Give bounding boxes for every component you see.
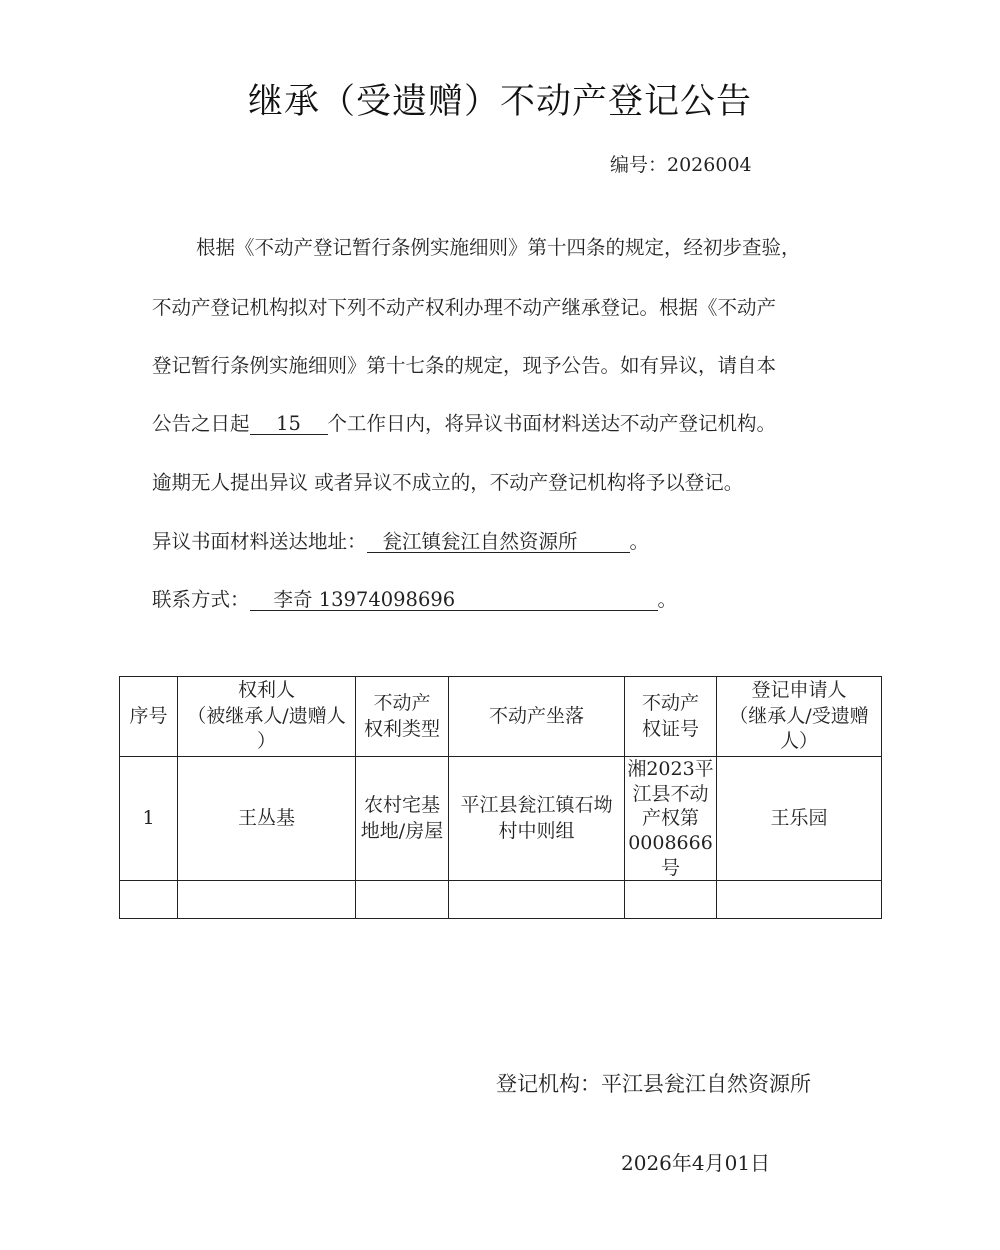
table-cell: 1 <box>120 757 178 881</box>
table-row <box>120 757 882 881</box>
header-cell: 权利人 （被继承人/遗赠人 ） <box>178 677 356 757</box>
table-cell <box>717 881 882 919</box>
contact-end: 。 <box>657 588 678 611</box>
header-cell: 序号 <box>120 677 178 757</box>
body-line-1: 根据《不动产登记暂行条例实施细则》第十四条的规定，经初步查验， <box>196 236 801 259</box>
table-cell: 平江县瓮江镇石坳 村中则组 <box>449 757 625 881</box>
registration-table <box>119 676 882 919</box>
page-title: 继承（受遗赠）不动产登记公告 <box>247 82 752 122</box>
table-cell <box>120 881 178 919</box>
body-line-4-prefix: 公告之日起 <box>152 412 250 435</box>
body-line-4-suffix: 个工作日内，将异议书面材料送达不动产登记机构。 <box>327 412 777 435</box>
contact-line <box>152 584 677 612</box>
registration-authority: 登记机构：平江县瓮江自然资源所 <box>496 1072 811 1096</box>
body-line-2: 不动产登记机构拟对下列不动产权利办理不动产继承登记。根据《不动产 <box>152 296 777 319</box>
contact-label: 联系方式： <box>152 588 250 611</box>
header-cell: 登记申请人 （继承人/受遗赠 人） <box>717 677 882 757</box>
header-cell: 不动产坐落 <box>449 677 625 757</box>
table-cell: 王乐园 <box>717 757 882 881</box>
address-line <box>152 526 649 554</box>
document-number: 编号：2026004 <box>610 154 752 176</box>
body-line-4 <box>152 408 776 436</box>
address-end: 。 <box>629 530 650 553</box>
table-cell <box>356 881 449 919</box>
body-line-3: 登记暂行条例实施细则》第十七条的规定，现予公告。如有异议，请自本 <box>152 354 777 377</box>
table-cell: 王丛基 <box>178 757 356 881</box>
table-header-row <box>120 677 882 757</box>
contact-value: 李奇 13974098696 <box>250 589 658 611</box>
table-cell <box>449 881 625 919</box>
body-line-5: 逾期无人提出异议 或者异议不成立的，不动产登记机构将予以登记。 <box>152 471 744 494</box>
table-cell: 湘2023平 江县不动 产权第 0008666号 <box>625 757 717 881</box>
objection-days: 15 <box>250 413 328 435</box>
table-cell <box>178 881 356 919</box>
table-cell: 农村宅基 地地/房屋 <box>356 757 449 881</box>
notice-date: 2026年4月01日 <box>621 1151 771 1175</box>
address-label: 异议书面材料送达地址： <box>152 530 367 553</box>
address-value: 瓮江镇瓮江自然资源所 <box>367 531 630 553</box>
header-cell: 不动产 权证号 <box>625 677 717 757</box>
table-row <box>120 881 882 919</box>
header-cell: 不动产 权利类型 <box>356 677 449 757</box>
table-cell <box>625 881 717 919</box>
